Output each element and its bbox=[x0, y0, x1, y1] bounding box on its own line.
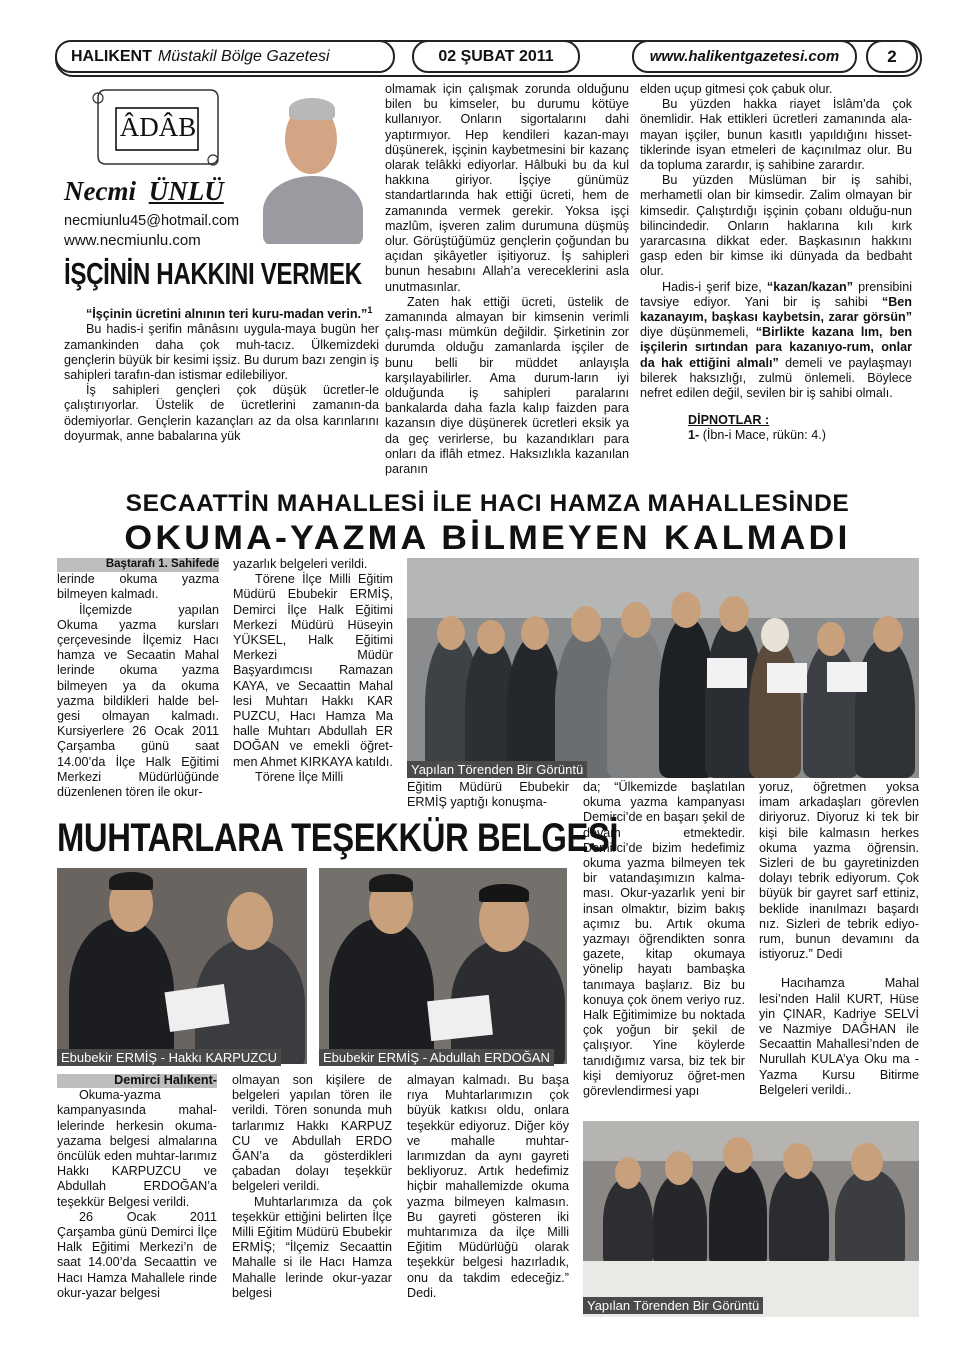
paper-name-bold: HALIKENT bbox=[71, 47, 152, 65]
paper-name-rest: Müstakil Bölge Gazetesi bbox=[157, 47, 330, 65]
story1-colA bbox=[57, 557, 219, 815]
column-logo-title: ÂDÂB bbox=[119, 112, 197, 142]
author-name bbox=[64, 176, 224, 207]
photo-erdogan bbox=[319, 868, 567, 1064]
story1-headline-line1: SECAATTİN MAHALLESİ İLE HACI HAMZA MAHALLESİNDE bbox=[125, 490, 850, 517]
story1-headline-line2: OKUMA-YAZMA BİLMEYEN KALMADI bbox=[124, 519, 851, 557]
story2-colA-text2: 26 Ocak 2011 Çarşamba günü Demirci İlçe Halk Eğitimi Merkezi’n de saat 14.00’da Secaattin ve Hacı Hamza Mahallele rinde okur-yazar belgesi bbox=[57, 1209, 217, 1300]
col2-paragraph-2: Zaten hak ettiği ücreti, üstelik de zamanında almayan bir kimsenin verimli çalış-ması mümkün değildir. Şirketinin zor durumda olduğu zamanlarda işçiler de bunu belli bir müddet anlayışla karşılayabilirler. Ama durum-ların iyi olduğunda iş sahipleri paralarını bankalarda daha fazla kalıp faizden para kazansın diye düşünerek ücretleri eksik ya da geç verirlerse, bu kazandıkları para onları da iflâh etmez. Haksızlıkla kazanılan paranın bbox=[385, 294, 629, 477]
story2-colB-text: olmayan son kişilere de belgeleri yapılan tören ile verildi. Tören sonunda muh tarlarımız Hakkı KARPUZ CU ve Abdullah ERDO ĞAN’a da gösterdikleri çabadan dolayı teşekkür belgeleri verildi. bbox=[232, 1073, 392, 1194]
story1-colD-text2: Hacıhamza Mahal lesi’nden Halil KURT, Hüse yin ÇINAR, Kadriye SELVİ ve Nazmiye DAĞHAN ile Secaattin Mahallesi’nden de Nurullah KULA’ya Oku ma -Yazma Kursu Bitirme Belgeleri verildi.. bbox=[759, 976, 919, 1097]
author-first: Necmi bbox=[64, 176, 136, 206]
page-number bbox=[866, 40, 918, 73]
author-email: necmiunlu45@hotmail.com bbox=[64, 213, 240, 229]
intro-quote: “İşçinin ücretini alnının teri kuru-madan verin.”$^1$ bbox=[86, 305, 373, 322]
footnote-1: 1- (İbn-i Mace, rükün: 4.) bbox=[688, 428, 826, 443]
table-photo-caption: Yapılan Törenden Bir Görüntü bbox=[583, 1297, 763, 1314]
story2-headline: MUHTARLARA TEŞEKKÜR BELGESİ bbox=[57, 816, 619, 860]
story1-colA-text: lerinde okuma yazma bilmeyen kalmadı. bbox=[57, 572, 219, 602]
col2-paragraph-1: olmamak için çalışmak zorunda olduğunu bilen bu kimseler, bu durumu kötüye kullanıyor. Onların sigortalarını dahi yaptırmıyor. Hep kendileri kazan-mayı düşünerek, işçinin kaybetmesini bir kazanç olarak telâkki ediyorlar. Hâlbuki bu da kul hakkına giriyor. İşçiye günümüz standartlarında hak ettiği ücreti, hem de zamanında vermek gerekir. Yoksa işçi mazlûm, işveren zalim durumuna düşmüş olur. Görüştüğümüz gençlerin çoğundan bu açıdan şikâyetler işitiyoruz. İş sahipleri bunun hesabını Allah’a vereceklerini asla unutmasınlar. bbox=[385, 82, 629, 294]
group-photo-wall bbox=[407, 558, 919, 618]
column-col1 bbox=[64, 303, 379, 475]
story2-colA-text: Okuma-yazma kampanyasında mahal-lelerinde herkesin okuma-yazama belgesi almalarına öncülük eden muhtar-larımız Hakkı KARPUZCU ve Abdullah ERDOĞAN’a teşekkür Belgesi verildi. bbox=[57, 1088, 217, 1209]
author-suit bbox=[263, 176, 363, 244]
story1-colB-text2: Törene İlçe Milli Eğitim Müdürü Ebubekir ERMİŞ, Demirci İlçe Halk Eğitimi Merkezi Müdürü Hüseyin YÜKSEL, Halk Eğitimi Merkezi Müdür Başyardımcısı Ramazan KAYA, ve Secaattin Mahal lesi Muhtarı Hakkı KAR PUZCU, Hacı Hamza Ma halle Muhtarı Abdullah ER DOĞAN ve emekli öğret-men Ahmet KIRKAYA katıldı. bbox=[233, 572, 393, 769]
continued-label-2: Demirci Halıkent- bbox=[114, 1073, 217, 1087]
story1-colB-text3: Törene İlçe Milli bbox=[255, 769, 344, 784]
story2-colB bbox=[232, 1073, 392, 1323]
col1-paragraph-1: Bu hadis-i şerifin mânâsını uygula-maya bugün her zamankinden daha çok muh-tacız. Ülkemizdeki gençlerin büyük bir kesimi işsiz. Bu durum bazı zengin iş sahipleri tarafın-dan istismar edilebiliyor. bbox=[64, 322, 379, 382]
website bbox=[632, 40, 857, 73]
story2-colC: almayan kalmadı. Bu başa rıya Muhtarlarımızın çok büyük katkısı oldu, onlara teşekkür ediyoruz. Diğer köy ve mahalle muhtar-larımızdan da aynı gayreti bekliyoruz. Artık hedefimiz hiçbir mahallemizde okuma yazma bilmeyen kalmasın. Bu gayreti gösteren iki muhtarımıza da ilçe Milli Eğitim Müdürlüğü olarak teşekkür belgesi hazırladık, onu da takdim edeceğiz.” Dedi. bbox=[407, 1073, 569, 1300]
col3-paragraph-4: Hadis-i şerif bize, “kazan/kazan” prensibini tavsiye ediyor. Yani bir iş sahibi “Ben kazanayım, başkası kaybetsin, zarar görsün” diye düşünmemeli, “Birlikte kazana lım, ben işçilerin sırtından para kazanıyo-rum, onlar da hak ettiğini almalı” demeli ve paylaşmayı bilerek haksızlığı, zulmü önlemeli. Böylece nefret edilen değil, sevilen bir iş sahibi olmalı. bbox=[640, 279, 912, 401]
col3-paragraph-2: Bu yüzden hakka riayet İslâm’da çok önemlidir. Hak ettikleri ücretleri zamanında ala-mayan işçiler, bunun kasıtlı yapıldığını hisset-tiklerinde isyan etmeleri de kaçınılmaz olur. Bu da topluma zarardır, iş sahibine zarardır. bbox=[640, 97, 912, 173]
author-hair bbox=[289, 98, 335, 120]
paper-name bbox=[55, 40, 395, 73]
issue-date-text: 02 ŞUBAT 2011 bbox=[438, 47, 554, 65]
author-photo bbox=[245, 84, 379, 244]
story1-colA-text2: İlçemizde yapılan Okuma yazma kursları çerçevesinde İlçemiz Hacı hamza ve Secaatin Mahal lerinde okuma yazma bilmeyen ya da okuma yazma bildikleri halde bel-gesi olmayan kalmadı. Kursiyerlere 26 Ocak 2011 Çarşamba günü saat 14.00’da İlçe Halk Eğitimi Merkezi Müdürlüğünde düzenlenen tören ile okur- bbox=[57, 602, 219, 800]
under-photo-text: Eğitim Müdürü Ebubekir ERMİŞ yaptığı konuşma- bbox=[407, 780, 569, 810]
author-last: ÜNLÜ bbox=[148, 176, 224, 206]
col1-paragraph-2: İş sahipleri gençleri çok düşük ücretler-le çalıştırıyorlar. Üstelik de ücretlerini zamanın-da ödemiyorlar. Gençlerin kazançları az da olsa karınlarını doyurmak, anne babalarına yük bbox=[64, 383, 379, 443]
footnotes-title: DİPNOTLAR : bbox=[688, 413, 770, 428]
column-col2 bbox=[385, 82, 629, 477]
website-text: www.halikentgazetesi.com bbox=[649, 48, 840, 65]
group-photo-caption: Yapılan Törenden Bir Görüntü bbox=[407, 761, 587, 778]
page-number-text: 2 bbox=[887, 46, 897, 66]
group-photo bbox=[407, 558, 919, 778]
story1-colD bbox=[759, 780, 919, 1120]
photo-karpuzcu bbox=[57, 868, 307, 1064]
story1-colD-text: yoruz, öğretmen yoksa imam arkadaşları görevlen diriyoruz. Diyoruz ki tek bir kişi bile kalmasın herkes okuma yazma öğrensin. Sizleri de bu gayretinizden dolayı tebrik ediyorum. Çok büyük bir gayret sarf ettiniz, beklide inanılmazı başardı nız. Sizleri de tebrik ediyo-rum, bunun devamını da istiyoruz.” Dedi bbox=[759, 780, 919, 962]
column-title: İŞÇİNİN HAKKINI VERMEK bbox=[64, 256, 362, 291]
story2-colB-text2: Muhtarlarımıza da çok teşekkür ettiğini belirten İlçe Milli Eğitim Müdürü Ebubekir ERMİŞ; “İlçemiz Secaattin Mahalle si ile Hacı Hamza Mahalle lerinde okur-yazar belgesi bbox=[232, 1194, 392, 1300]
continued-label: Baştarafı 1. Sahifede bbox=[105, 558, 219, 570]
photo2-caption: Ebubekir ERMİŞ - Abdullah ERDOĞAN bbox=[319, 1049, 554, 1066]
issue-date bbox=[412, 40, 580, 73]
photo1-caption: Ebubekir ERMİŞ - Hakkı KARPUZCU bbox=[57, 1049, 281, 1066]
table-photo bbox=[583, 1121, 919, 1317]
story1-colC: da; “Ülkemizde başlatılan okuma yazma kampanyası Demirci’de en başarı şekil de devam etmektedir. Demirci’de bizim hedefimiz okuma yazma bilmeyen tek bir vatandaşımızın kalma-ması. Okur-yazarlık yeni bir insan olmaktır, bizim bakış açımız bu. Artık okuma yazmayı öğrendikten sonra gazete, kitap okumaya yönelip hayatı bambaşka tanımaya başlarız. Biz bu konuya çok önem veriyo ruz. Halk Eğitimimize bu noktada çok yoğun bir şekil de çalışıyor. Yine köylerde tanıdığımız varsa, biz tek bir kişi demiyoruz öğret-men görevlendirmesi yapı bbox=[583, 780, 745, 1099]
story2-colA bbox=[57, 1073, 217, 1323]
author-site: www.necmiunlu.com bbox=[64, 232, 201, 249]
col3-paragraph-3: Bu yüzden Müslüman bir iş sahibi, merhametli olan bir kimsedir. Zalim olmayan bir kimsedir. Çalıştırdığı işçinin çobanı olduğu-nun bilincindedir. Onların haklarına kılı kırk yararcasına dikkat eder. Başkasının hakkını gasp eden bir kimse iki dünyada da bedbaht olur. bbox=[640, 173, 912, 279]
column-col3 bbox=[640, 82, 912, 477]
story1-colB bbox=[233, 557, 393, 815]
col3-paragraph-1: elden uçup gitmesi çok çabuk olur. bbox=[640, 82, 833, 96]
story1-colB-text: yazarlık belgeleri verildi. bbox=[233, 557, 368, 571]
